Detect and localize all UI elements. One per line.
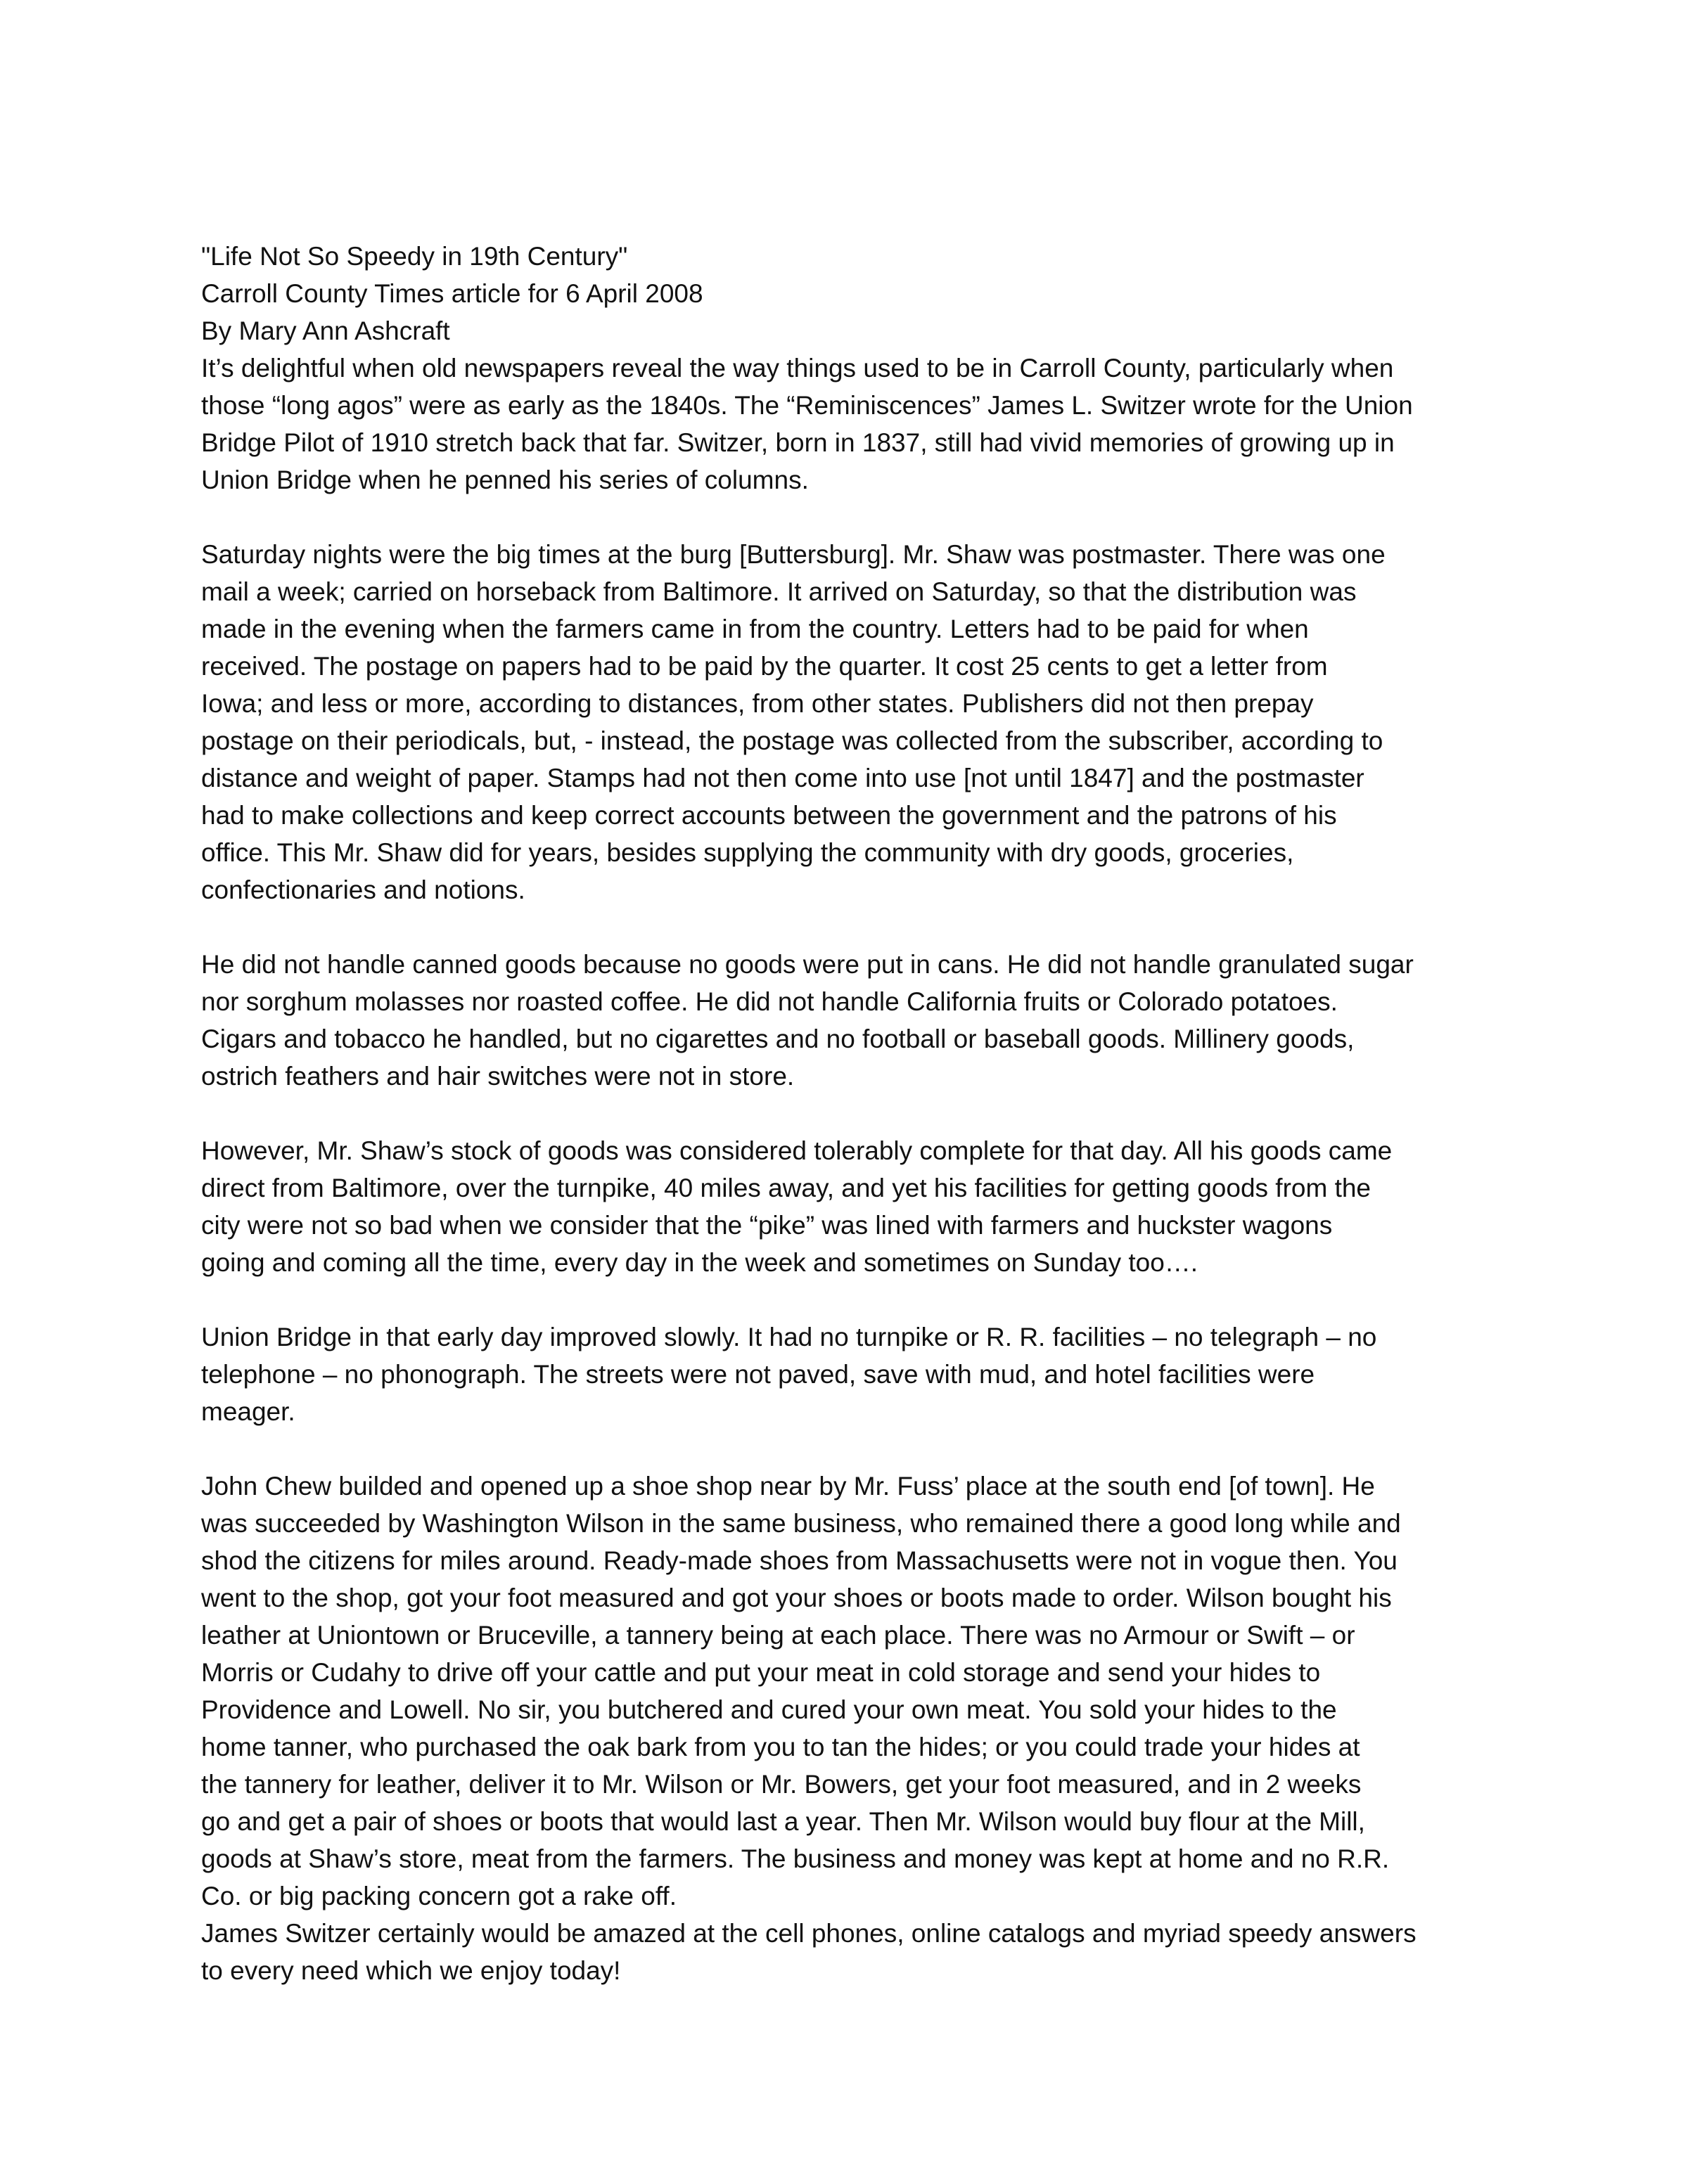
text-line: ostrich feathers and hair switches were not in store. xyxy=(201,1062,795,1091)
text-line: Bridge Pilot of 1910 stretch back that far. Switzer, born in 1837, still had vivid memories of growing up in xyxy=(201,428,1395,457)
text-line: leather at Uniontown or Bruceville, a tannery being at each place. There was no Armour or Swift – or xyxy=(201,1621,1355,1650)
paragraph-gap xyxy=(201,908,1509,946)
text-line: went to the shop, got your foot measured and got your shoes or boots made to order. Wilson bought his xyxy=(201,1584,1392,1612)
paragraph-gap xyxy=(201,499,1509,536)
text-line: mail a week; carried on horseback from Baltimore. It arrived on Saturday, so that the distribution was xyxy=(201,577,1357,606)
text-line: city were not so bad when we consider that the “pike” was lined with farmers and huckster wagons xyxy=(201,1211,1333,1240)
text-line: the tannery for leather, deliver it to Mr. Wilson or Mr. Bowers, get your foot measured, and in 2 weeks xyxy=(201,1770,1362,1799)
article-title: "Life Not So Speedy in 19th Century" xyxy=(201,242,628,271)
text-line: home tanner, who purchased the oak bark from you to tan the hides; or you could trade your hides at xyxy=(201,1733,1360,1761)
text-line: had to make collections and keep correct accounts between the government and the patrons of his xyxy=(201,801,1337,830)
paragraph-shoe-shop xyxy=(201,1467,1509,1915)
text-line: James Switzer certainly would be amazed at the cell phones, online catalogs and myriad speedy answers xyxy=(201,1919,1417,1948)
text-line: made in the evening when the farmers came in from the country. Letters had to be paid for when xyxy=(201,615,1309,643)
paragraph-stock xyxy=(201,1132,1509,1281)
paragraph-gap xyxy=(201,1095,1509,1132)
paragraph-gap xyxy=(201,1430,1509,1467)
text-line: nor sorghum molasses nor roasted coffee. He did not handle California fruits or Colorado potatoes. xyxy=(201,987,1338,1016)
paragraph-goods xyxy=(201,946,1509,1095)
article-page xyxy=(201,238,1509,1989)
text-line: shod the citizens for miles around. Ready-made shoes from Massachusetts were not in vogue then. You xyxy=(201,1546,1398,1575)
text-line: Union Bridge when he penned his series of columns. xyxy=(201,465,809,494)
text-line: to every need which we enjoy today! xyxy=(201,1956,621,1985)
text-line: Providence and Lowell. No sir, you butchered and cured your own meat. You sold your hides to the xyxy=(201,1695,1337,1724)
text-line: It’s delightful when old newspapers reveal the way things used to be in Carroll County, particularly when xyxy=(201,354,1394,383)
text-line: distance and weight of paper. Stamps had not then come into use [not until 1847] and the postmaster xyxy=(201,764,1364,792)
paragraph-union-bridge xyxy=(201,1318,1509,1430)
text-line: received. The postage on papers had to be paid by the quarter. It cost 25 cents to get a letter from xyxy=(201,652,1328,681)
article-byline: By Mary Ann Ashcraft xyxy=(201,316,450,345)
paragraph-postmaster xyxy=(201,536,1509,908)
text-line: Co. or big packing concern got a rake off. xyxy=(201,1882,677,1910)
text-line: Cigars and tobacco he handled, but no cigarettes and no football or baseball goods. Millinery goods, xyxy=(201,1024,1355,1053)
text-line: going and coming all the time, every day in the week and sometimes on Sunday too…. xyxy=(201,1248,1198,1277)
text-line: goods at Shaw’s store, meat from the farmers. The business and money was kept at home and no R.R. xyxy=(201,1844,1390,1873)
text-line: was succeeded by Washington Wilson in the same business, who remained there a good long while and xyxy=(201,1509,1401,1538)
text-line: confectionaries and notions. xyxy=(201,875,525,904)
text-line: office. This Mr. Shaw did for years, besides supplying the community with dry goods, groceries, xyxy=(201,838,1294,867)
text-line: those “long agos” were as early as the 1840s. The “Reminiscences” James L. Switzer wrote for the Union xyxy=(201,391,1413,420)
paragraph-gap xyxy=(201,1281,1509,1318)
text-line: telephone – no phonograph. The streets were not paved, save with mud, and hotel facilities were xyxy=(201,1360,1315,1389)
text-line: Morris or Cudahy to drive off your cattle and put your meat in cold storage and send your hides to xyxy=(201,1658,1321,1687)
text-line: go and get a pair of shoes or boots that would last a year. Then Mr. Wilson would buy flour at the Mill, xyxy=(201,1807,1365,1836)
text-line: He did not handle canned goods because no goods were put in cans. He did not handle granulated sugar xyxy=(201,950,1414,979)
paragraph-intro xyxy=(201,349,1509,499)
article-source: Carroll County Times article for 6 April 2008 xyxy=(201,279,703,308)
paragraph-closing xyxy=(201,1915,1509,1989)
text-line: However, Mr. Shaw’s stock of goods was considered tolerably complete for that day. All his goods came xyxy=(201,1136,1393,1165)
text-line: direct from Baltimore, over the turnpike, 40 miles away, and yet his facilities for getting goods from the xyxy=(201,1174,1372,1202)
text-line: Union Bridge in that early day improved slowly. It had no turnpike or R. R. facilities – no telegraph – no xyxy=(201,1323,1377,1351)
text-line: Iowa; and less or more, according to distances, from other states. Publishers did not then prepay xyxy=(201,689,1314,718)
text-line: John Chew builded and opened up a shoe shop near by Mr. Fuss’ place at the south end [of town]. He xyxy=(201,1472,1375,1501)
text-line: postage on their periodicals, but, - instead, the postage was collected from the subscriber, according to xyxy=(201,726,1383,755)
text-line: meager. xyxy=(201,1397,295,1426)
text-line: Saturday nights were the big times at the burg [Buttersburg]. Mr. Shaw was postmaster. There was one xyxy=(201,540,1386,569)
